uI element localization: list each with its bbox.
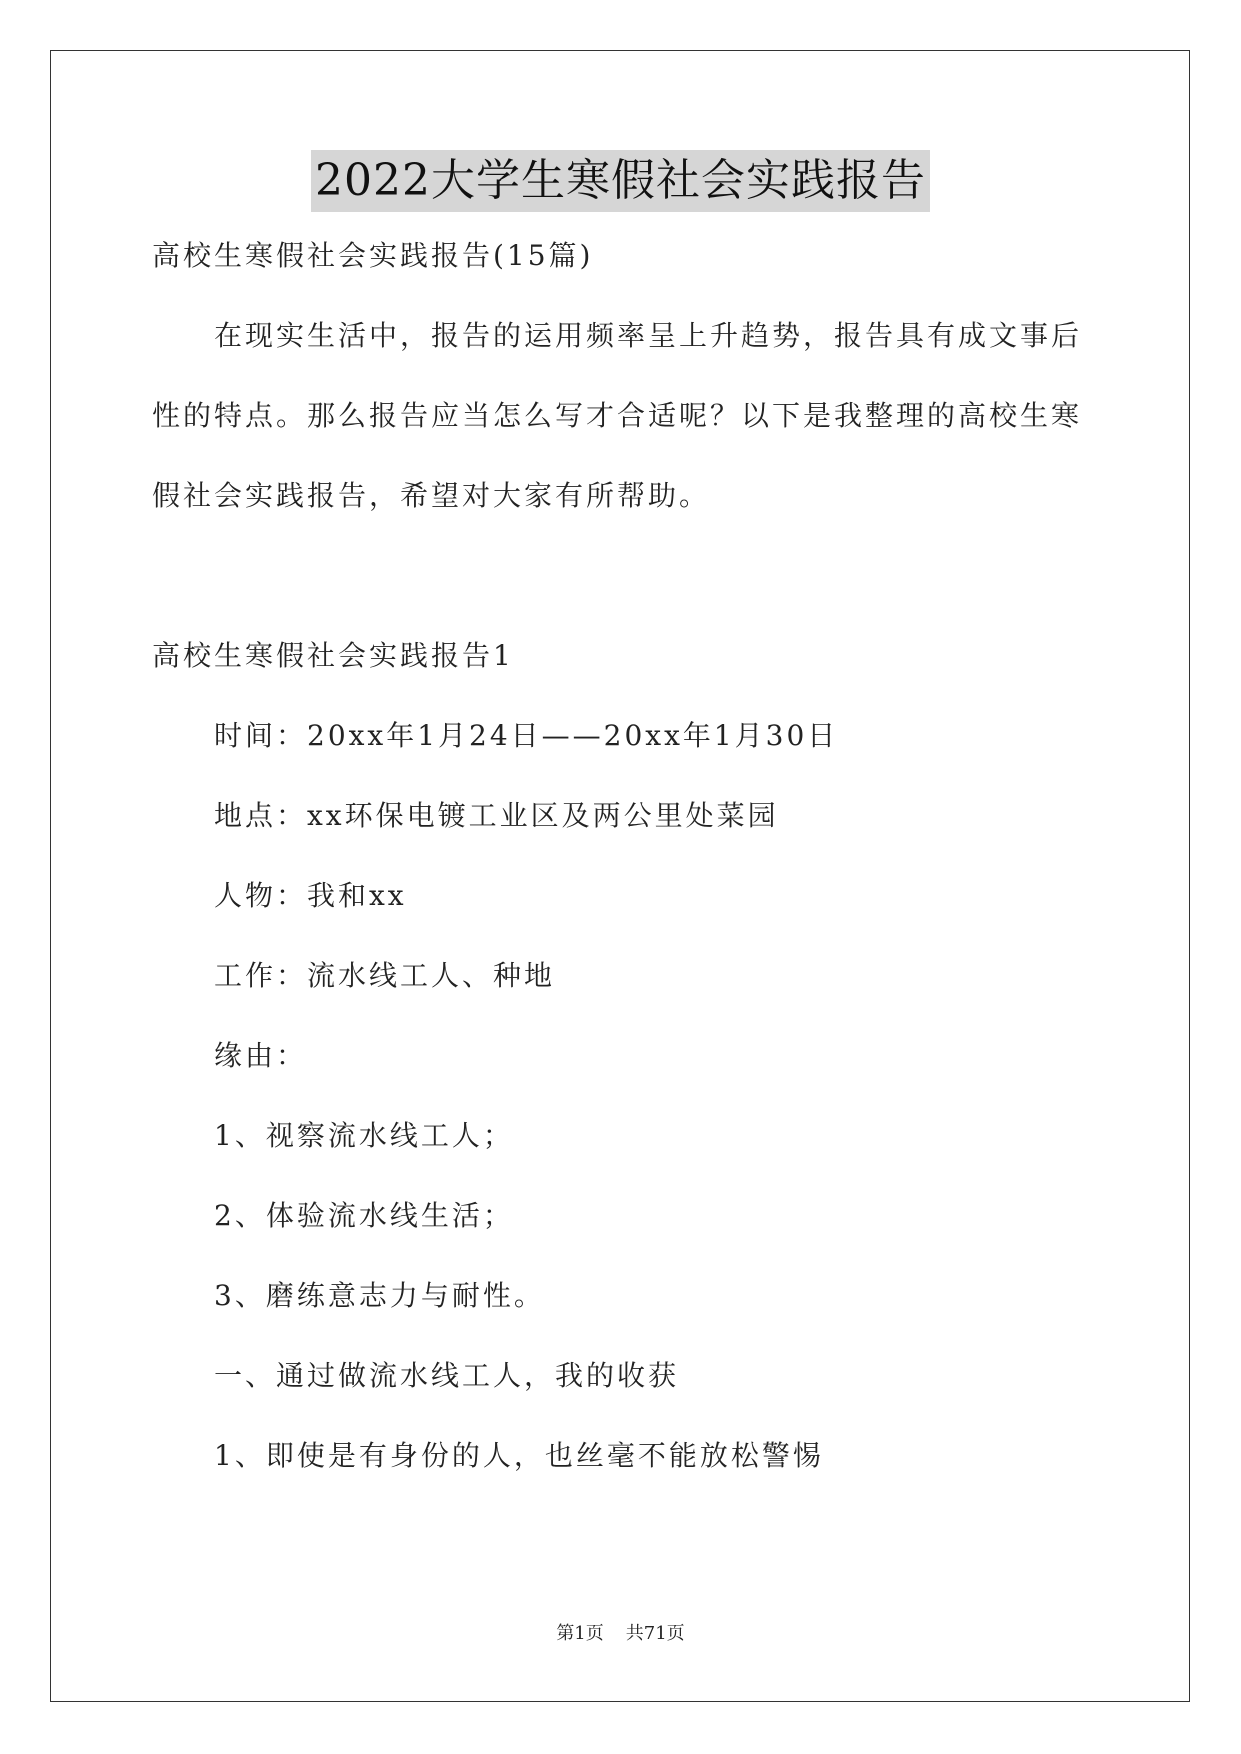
page-total: 共71页 <box>625 1623 685 1644</box>
list-item-reason-1: 1、视察流水线工人； <box>214 1119 514 1152</box>
section-subheading: 一、通过做流水线工人，我的收获 <box>214 1359 680 1392</box>
intro-line-3: 假社会实践报告，希望对大家有所帮助。 <box>152 479 711 512</box>
list-item-gain-1: 1、即使是有身份的人，也丝毫不能放松警惕 <box>214 1439 824 1472</box>
list-item-reason-2: 2、体验流水线生活； <box>214 1199 514 1232</box>
intro-line-2: 性的特点。那么报告应当怎么写才合适呢？以下是我整理的高校生寒 <box>152 399 1083 432</box>
title-container <box>0 150 1241 212</box>
document-title: 2022大学生寒假社会实践报告 <box>311 150 930 212</box>
page-current: 第1页 <box>556 1623 604 1644</box>
document-subtitle: 高校生寒假社会实践报告(15篇) <box>152 239 594 272</box>
list-item-reason-label: 缘由： <box>214 1039 308 1072</box>
list-item-work: 工作：流水线工人、种地 <box>214 959 556 992</box>
list-item-reason-3: 3、磨练意志力与耐性。 <box>214 1279 545 1312</box>
section-heading: 高校生寒假社会实践报告1 <box>152 639 514 672</box>
page-footer <box>0 1622 1241 1646</box>
list-item-people: 人物：我和xx <box>214 879 407 912</box>
list-item-time: 时间：20xx年1月24日——20xx年1月30日 <box>214 719 839 752</box>
intro-line-1: 在现实生活中，报告的运用频率呈上升趋势，报告具有成文事后 <box>214 319 1083 352</box>
list-item-location: 地点：xx环保电镀工业区及两公里处菜园 <box>214 799 779 832</box>
